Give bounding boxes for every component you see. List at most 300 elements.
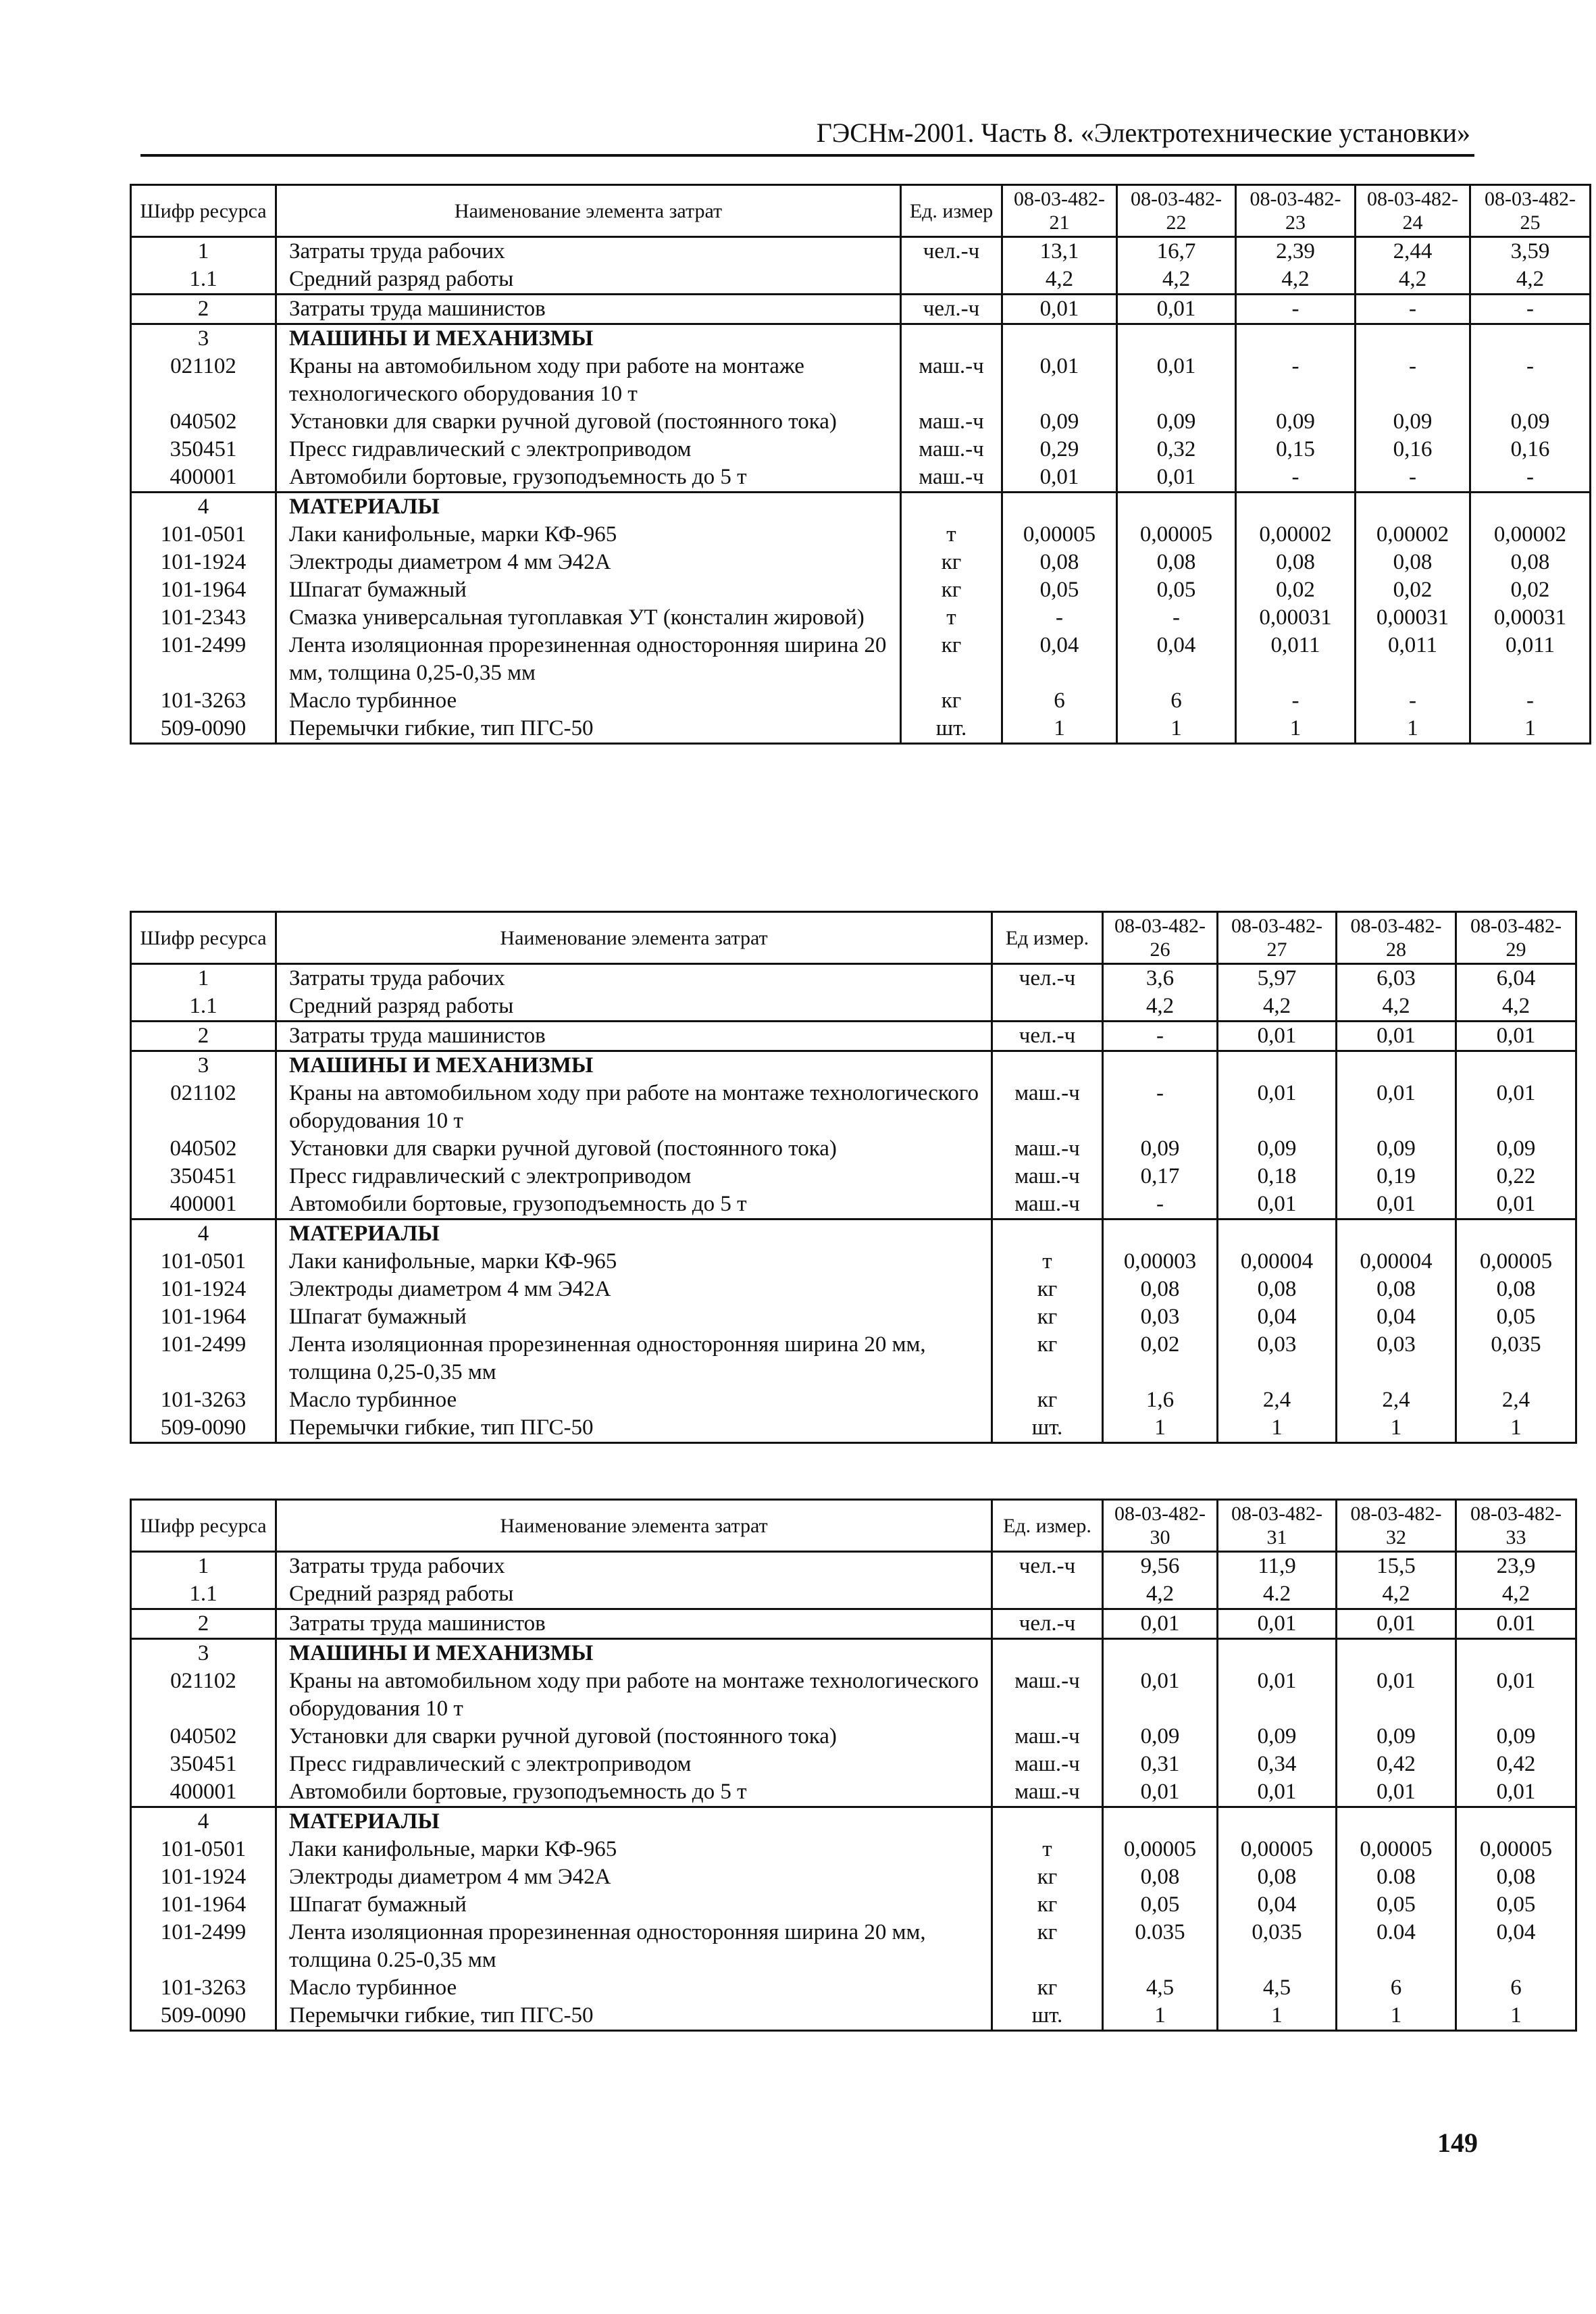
cell-name: Краны на автомобильном ходу при работе на монтаже технологического оборудования 10 т <box>276 1080 992 1135</box>
cell-value: - <box>1236 295 1356 324</box>
cell-unit: т <box>901 521 1002 549</box>
cell-value: 1 <box>1218 1414 1337 1443</box>
cell-value: 0,035 <box>1218 1919 1337 1974</box>
cell-name: МАТЕРИАЛЫ <box>276 493 901 522</box>
cell-value: 2,4 <box>1456 1386 1576 1414</box>
cell-name: Электроды диаметром 4 мм Э42А <box>276 1863 992 1891</box>
cell-value: 0,02 <box>1356 576 1470 604</box>
cell-value <box>1103 1051 1218 1080</box>
header-norm-code: 08-03-482-28 <box>1337 912 1456 964</box>
cell-value: 4,2 <box>1456 1580 1576 1609</box>
table-row <box>131 521 1591 549</box>
cell-code: 101-1924 <box>131 549 276 576</box>
cell-value: - <box>1236 463 1356 493</box>
cell-unit: кг <box>992 1303 1103 1331</box>
cell-value: 4,2 <box>1103 992 1218 1022</box>
cell-value: 0,01 <box>1218 1190 1337 1219</box>
cell-value: 11,9 <box>1218 1552 1337 1581</box>
cell-code: 101-3263 <box>131 1974 276 2002</box>
table-header-row <box>131 912 1576 964</box>
cell-name: Автомобили бортовые, грузоподъемность до 5 т <box>276 1190 992 1219</box>
cell-value <box>1218 1219 1337 1249</box>
cell-unit: кг <box>992 1331 1103 1386</box>
cell-unit: шт. <box>992 2002 1103 2031</box>
header-code: Шифр ресурса <box>131 185 276 237</box>
cell-value: 0,00005 <box>1218 1836 1337 1863</box>
cell-value: 0,03 <box>1103 1303 1218 1331</box>
cell-name: Пресс гидравлический с электроприводом <box>276 436 901 463</box>
cell-unit: кг <box>992 1276 1103 1303</box>
cell-unit: шт. <box>901 715 1002 744</box>
cell-name: Затраты труда машинистов <box>276 1022 992 1051</box>
cell-value: 0,09 <box>1470 408 1591 436</box>
cell-value: 0,00004 <box>1218 1248 1337 1276</box>
cell-unit: кг <box>992 1891 1103 1919</box>
cell-value: 6,04 <box>1456 964 1576 993</box>
cell-value <box>1456 1807 1576 1836</box>
header-norm-code: 08-03-482-27 <box>1218 912 1337 964</box>
resource-table-2 <box>130 911 1577 1444</box>
cell-unit: кг <box>992 1919 1103 1974</box>
cell-value: 0,01 <box>1117 463 1236 493</box>
cell-unit: т <box>901 604 1002 632</box>
table-row <box>131 408 1591 436</box>
cell-name: Лента изоляционная прорезиненная односторонняя ширина 20 мм, толщина 0,25-0,35 мм <box>276 632 901 687</box>
cell-value: 0,01 <box>1456 1080 1576 1135</box>
cell-value: 4,5 <box>1218 1974 1337 2002</box>
cell-value: 4,2 <box>1456 992 1576 1022</box>
table-row <box>131 1080 1576 1135</box>
cell-value: 0,01 <box>1218 1080 1337 1135</box>
cell-value <box>1218 1639 1337 1668</box>
cell-name: Краны на автомобильном ходу при работе на монтаже технологического оборудования 10 т <box>276 1667 992 1723</box>
cell-unit: маш.-ч <box>992 1080 1103 1135</box>
cell-value: 0,00031 <box>1236 604 1356 632</box>
cell-value: 0,09 <box>1103 1135 1218 1163</box>
cell-code: 400001 <box>131 1778 276 1807</box>
table-row <box>131 1276 1576 1303</box>
cell-value <box>1337 1807 1456 1836</box>
cell-value: 0,00003 <box>1103 1248 1218 1276</box>
cell-value: 0,01 <box>1456 1667 1576 1723</box>
cell-code: 1.1 <box>131 1580 276 1609</box>
cell-name: Смазка универсальная тугоплавкая УТ (консталин жировой) <box>276 604 901 632</box>
cell-value: 0,035 <box>1456 1331 1576 1386</box>
header-name: Наименование элемента затрат <box>276 912 992 964</box>
cell-value: 6 <box>1002 687 1117 715</box>
cell-code: 101-1924 <box>131 1276 276 1303</box>
cell-value <box>1002 324 1117 353</box>
cell-value: 4,2 <box>1337 992 1456 1022</box>
cell-value: 0,05 <box>1002 576 1117 604</box>
cell-value: 0,05 <box>1103 1891 1218 1919</box>
table-row <box>131 463 1591 493</box>
header-unit: Ед. измер. <box>992 1500 1103 1552</box>
cell-name: МАШИНЫ И МЕХАНИЗМЫ <box>276 324 901 353</box>
cell-value: 0.04 <box>1337 1919 1456 1974</box>
cell-value: 1 <box>1103 2002 1218 2031</box>
cell-unit <box>992 992 1103 1022</box>
cell-code: 040502 <box>131 1723 276 1751</box>
header-norm-code: 08-03-482-23 <box>1236 185 1356 237</box>
table-row <box>131 1386 1576 1414</box>
cell-value: 0,01 <box>1002 295 1117 324</box>
cell-value: - <box>1356 687 1470 715</box>
cell-value <box>1356 324 1470 353</box>
cell-name: Средний разряд работы <box>276 992 992 1022</box>
cell-value: 4.2 <box>1218 1580 1337 1609</box>
cell-unit: маш.-ч <box>992 1190 1103 1219</box>
cell-value: 0,08 <box>1356 549 1470 576</box>
cell-name: Краны на автомобильном ходу при работе на монтаже технологического оборудования 10 т <box>276 353 901 408</box>
cell-value: 6,03 <box>1337 964 1456 993</box>
cell-value: - <box>1002 604 1117 632</box>
table-row <box>131 632 1591 687</box>
cell-unit <box>901 493 1002 522</box>
table-row <box>131 1723 1576 1751</box>
cell-value: 0,01 <box>1337 1080 1456 1135</box>
cell-value <box>1117 324 1236 353</box>
header-name: Наименование элемента затрат <box>276 185 901 237</box>
cell-value: 2,39 <box>1236 237 1356 266</box>
cell-value: 0,22 <box>1456 1163 1576 1190</box>
cell-value: 0,04 <box>1456 1919 1576 1974</box>
cell-value: 4,2 <box>1103 1580 1218 1609</box>
header-norm-code: 08-03-482-21 <box>1002 185 1117 237</box>
cell-value: 0,05 <box>1117 576 1236 604</box>
cell-value: 0,01 <box>1103 1667 1218 1723</box>
cell-code: 509-0090 <box>131 1414 276 1443</box>
cell-value <box>1470 493 1591 522</box>
header-norm-code: 08-03-482-26 <box>1103 912 1218 964</box>
cell-value: 0,01 <box>1337 1778 1456 1807</box>
header-norm-code: 08-03-482-25 <box>1470 185 1591 237</box>
cell-value: 0,00005 <box>1456 1836 1576 1863</box>
cell-code: 509-0090 <box>131 2002 276 2031</box>
cell-value: - <box>1470 295 1591 324</box>
cell-value: 0,00005 <box>1103 1836 1218 1863</box>
page-header <box>140 112 1474 157</box>
cell-value: - <box>1356 295 1470 324</box>
cell-code: 101-2499 <box>131 1919 276 1974</box>
cell-value: 0,01 <box>1103 1609 1218 1639</box>
cell-unit: маш.-ч <box>901 353 1002 408</box>
table-row <box>131 1863 1576 1891</box>
cell-value <box>1456 1051 1576 1080</box>
cell-value: 0,00005 <box>1117 521 1236 549</box>
cell-value: 0,00031 <box>1356 604 1470 632</box>
cell-unit: чел.-ч <box>992 1609 1103 1639</box>
cell-value: 0,09 <box>1218 1135 1337 1163</box>
cell-value: 9,56 <box>1103 1552 1218 1581</box>
cell-value: 0,00005 <box>1456 1248 1576 1276</box>
cell-value: 0,09 <box>1337 1723 1456 1751</box>
cell-value: 0,01 <box>1117 295 1236 324</box>
cell-value <box>1103 1807 1218 1836</box>
cell-name: Затраты труда рабочих <box>276 237 901 266</box>
cell-value: - <box>1103 1080 1218 1135</box>
cell-name: Масло турбинное <box>276 1386 992 1414</box>
cell-value: 0,01 <box>1103 1778 1218 1807</box>
table-row <box>131 992 1576 1022</box>
cell-value: 0,00002 <box>1470 521 1591 549</box>
cell-code: 021102 <box>131 353 276 408</box>
table-row <box>131 1751 1576 1778</box>
table-row <box>131 266 1591 295</box>
cell-value: 0,04 <box>1002 632 1117 687</box>
table-row <box>131 237 1591 266</box>
cell-value <box>1456 1639 1576 1668</box>
cell-code: 3 <box>131 1639 276 1668</box>
cell-name: Лента изоляционная прорезиненная односторонняя ширина 20 мм, толщина 0,25-0,35 мм <box>276 1331 992 1386</box>
cell-code: 040502 <box>131 1135 276 1163</box>
table-row <box>131 1552 1576 1581</box>
header-unit: Ед измер. <box>992 912 1103 964</box>
cell-name: Установки для сварки ручной дуговой (постоянного тока) <box>276 1723 992 1751</box>
cell-code: 1 <box>131 964 276 993</box>
cell-value: 0,01 <box>1218 1667 1337 1723</box>
cell-value: 4,2 <box>1337 1580 1456 1609</box>
cell-unit: маш.-ч <box>992 1751 1103 1778</box>
cell-name: Масло турбинное <box>276 687 901 715</box>
cell-code: 101-0501 <box>131 1836 276 1863</box>
cell-value: 23,9 <box>1456 1552 1576 1581</box>
cell-code: 101-1964 <box>131 1891 276 1919</box>
cell-name: Затраты труда рабочих <box>276 964 992 993</box>
cell-value: 0.035 <box>1103 1919 1218 1974</box>
cell-value: 6 <box>1117 687 1236 715</box>
cell-code: 2 <box>131 1609 276 1639</box>
cell-value: 1 <box>1117 715 1236 744</box>
cell-value: 4,2 <box>1356 266 1470 295</box>
cell-code: 021102 <box>131 1080 276 1135</box>
cell-value <box>1456 1219 1576 1249</box>
cell-name: МАТЕРИАЛЫ <box>276 1807 992 1836</box>
cell-value: 0,01 <box>1456 1190 1576 1219</box>
cell-name: Пресс гидравлический с электроприводом <box>276 1751 992 1778</box>
table-row <box>131 2002 1576 2031</box>
cell-value: 4,2 <box>1218 992 1337 1022</box>
section-row <box>131 324 1591 353</box>
cell-value: 0,02 <box>1103 1331 1218 1386</box>
table-row <box>131 1163 1576 1190</box>
cell-value: 2,4 <box>1337 1386 1456 1414</box>
cell-value: 0,01 <box>1218 1778 1337 1807</box>
cell-code: 2 <box>131 295 276 324</box>
cell-code: 101-2343 <box>131 604 276 632</box>
cell-code: 4 <box>131 1219 276 1249</box>
page-header-title: ГЭСНм-2001. Часть 8. «Электротехнические установки» <box>816 118 1470 148</box>
cell-unit: кг <box>901 549 1002 576</box>
page-number: 149 <box>1437 2128 1478 2158</box>
cell-name: Электроды диаметром 4 мм Э42А <box>276 549 901 576</box>
cell-value: 0,01 <box>1218 1609 1337 1639</box>
cell-value: 0,01 <box>1456 1022 1576 1051</box>
cell-value: 0,34 <box>1218 1751 1337 1778</box>
cell-unit: т <box>992 1836 1103 1863</box>
cell-value: 0,01 <box>1456 1778 1576 1807</box>
cell-value: - <box>1103 1190 1218 1219</box>
table-row <box>131 1414 1576 1443</box>
cell-value <box>1103 1219 1218 1249</box>
cell-value: 0,09 <box>1456 1723 1576 1751</box>
cell-value: 0,32 <box>1117 436 1236 463</box>
table-row <box>131 1919 1576 1974</box>
cell-name: Средний разряд работы <box>276 266 901 295</box>
cell-value <box>1236 324 1356 353</box>
cell-value: 0,29 <box>1002 436 1117 463</box>
cell-name: Шпагат бумажный <box>276 1891 992 1919</box>
table-row <box>131 436 1591 463</box>
cell-value: 0,08 <box>1218 1276 1337 1303</box>
section-row <box>131 1051 1576 1080</box>
cell-name: Автомобили бортовые, грузоподъемность до 5 т <box>276 463 901 493</box>
table-row <box>131 1667 1576 1723</box>
cell-code: 101-2499 <box>131 632 276 687</box>
cell-value <box>1236 493 1356 522</box>
cell-value: 0,17 <box>1103 1163 1218 1190</box>
cell-value: 0,08 <box>1103 1863 1218 1891</box>
table-row <box>131 1022 1576 1051</box>
cell-unit: чел.-ч <box>992 1022 1103 1051</box>
table-row <box>131 1248 1576 1276</box>
cell-value <box>1337 1639 1456 1668</box>
cell-value: 4,5 <box>1103 1974 1218 2002</box>
header-code: Шифр ресурса <box>131 912 276 964</box>
cell-value: 0,01 <box>1337 1190 1456 1219</box>
cell-value: - <box>1117 604 1236 632</box>
cell-code: 101-3263 <box>131 687 276 715</box>
cell-value: 0,00002 <box>1356 521 1470 549</box>
cell-value: 15,5 <box>1337 1552 1456 1581</box>
cell-unit: маш.-ч <box>992 1163 1103 1190</box>
table-row <box>131 715 1591 744</box>
cell-value <box>1337 1051 1456 1080</box>
cell-name: Установки для сварки ручной дуговой (постоянного тока) <box>276 408 901 436</box>
cell-value: 13,1 <box>1002 237 1117 266</box>
cell-name: Перемычки гибкие, тип ПГС-50 <box>276 1414 992 1443</box>
cell-code: 101-0501 <box>131 1248 276 1276</box>
cell-value: 0,15 <box>1236 436 1356 463</box>
cell-value: 6 <box>1456 1974 1576 2002</box>
section-row <box>131 1219 1576 1249</box>
cell-value: 0,02 <box>1236 576 1356 604</box>
cell-unit: кг <box>901 632 1002 687</box>
cell-code: 3 <box>131 324 276 353</box>
table-header-row <box>131 185 1591 237</box>
header-norm-code: 08-03-482-24 <box>1356 185 1470 237</box>
cell-unit <box>901 266 1002 295</box>
cell-value: 0,08 <box>1103 1276 1218 1303</box>
cell-value: 0,18 <box>1218 1163 1337 1190</box>
cell-value: 0,011 <box>1236 632 1356 687</box>
cell-unit <box>992 1219 1103 1249</box>
cell-name: Шпагат бумажный <box>276 576 901 604</box>
header-norm-code: 08-03-482-29 <box>1456 912 1576 964</box>
cell-value: 0,09 <box>1117 408 1236 436</box>
cell-value: 1 <box>1356 715 1470 744</box>
cell-value: 0,00002 <box>1236 521 1356 549</box>
cell-unit: маш.-ч <box>992 1667 1103 1723</box>
cell-unit: кг <box>901 576 1002 604</box>
cell-value: 1 <box>1103 1414 1218 1443</box>
cell-value: 4,2 <box>1236 266 1356 295</box>
cell-unit <box>901 324 1002 353</box>
cell-value: 0,05 <box>1337 1891 1456 1919</box>
cell-value: 0,01 <box>1117 353 1236 408</box>
cell-value: 0,011 <box>1470 632 1591 687</box>
cell-value: 3,59 <box>1470 237 1591 266</box>
table-header-row <box>131 1500 1576 1552</box>
cell-name: Пресс гидравлический с электроприводом <box>276 1163 992 1190</box>
cell-value: 0,05 <box>1456 1891 1576 1919</box>
table-row <box>131 1836 1576 1863</box>
table-row <box>131 1891 1576 1919</box>
cell-name: Лаки канифольные, марки КФ-965 <box>276 521 901 549</box>
table-row <box>131 964 1576 993</box>
header-norm-code: 08-03-482-22 <box>1117 185 1236 237</box>
table-row <box>131 1331 1576 1386</box>
cell-code: 350451 <box>131 436 276 463</box>
table-row <box>131 295 1591 324</box>
table-row <box>131 353 1591 408</box>
cell-value: 0,04 <box>1337 1303 1456 1331</box>
cell-value: 6 <box>1337 1974 1456 2002</box>
cell-value: 0.08 <box>1337 1863 1456 1891</box>
cell-code: 2 <box>131 1022 276 1051</box>
cell-value: 0,08 <box>1456 1863 1576 1891</box>
cell-unit: маш.-ч <box>992 1723 1103 1751</box>
cell-value: - <box>1356 463 1470 493</box>
cell-name: Электроды диаметром 4 мм Э42А <box>276 1276 992 1303</box>
cell-value: 0,01 <box>1218 1022 1337 1051</box>
cell-unit: чел.-ч <box>992 964 1103 993</box>
cell-unit: кг <box>992 1386 1103 1414</box>
cell-value: 0,16 <box>1470 436 1591 463</box>
cell-value: 0,08 <box>1337 1276 1456 1303</box>
cell-code: 101-0501 <box>131 521 276 549</box>
cell-value: 4,2 <box>1002 266 1117 295</box>
cell-unit: т <box>992 1248 1103 1276</box>
cell-code: 1.1 <box>131 992 276 1022</box>
cell-value: - <box>1470 353 1591 408</box>
cell-value: 0,01 <box>1337 1609 1456 1639</box>
cell-value: 1 <box>1002 715 1117 744</box>
cell-value: - <box>1103 1022 1218 1051</box>
cell-value: 0,04 <box>1218 1303 1337 1331</box>
header-name: Наименование элемента затрат <box>276 1500 992 1552</box>
cell-value: 0,31 <box>1103 1751 1218 1778</box>
cell-value: 0,19 <box>1337 1163 1456 1190</box>
table-row <box>131 549 1591 576</box>
cell-value: 0,08 <box>1470 549 1591 576</box>
cell-value: 4,2 <box>1470 266 1591 295</box>
cell-name: Установки для сварки ручной дуговой (постоянного тока) <box>276 1135 992 1163</box>
cell-unit: кг <box>992 1974 1103 2002</box>
cell-unit: маш.-ч <box>901 463 1002 493</box>
cell-value: 16,7 <box>1117 237 1236 266</box>
cell-value: 0,09 <box>1337 1135 1456 1163</box>
cell-value: - <box>1356 353 1470 408</box>
cell-code: 1 <box>131 1552 276 1581</box>
table-row <box>131 1580 1576 1609</box>
cell-unit: чел.-ч <box>992 1552 1103 1581</box>
section-row <box>131 1807 1576 1836</box>
table-row <box>131 576 1591 604</box>
table-row <box>131 1778 1576 1807</box>
cell-value: 1 <box>1456 2002 1576 2031</box>
cell-value: 0,09 <box>1002 408 1117 436</box>
